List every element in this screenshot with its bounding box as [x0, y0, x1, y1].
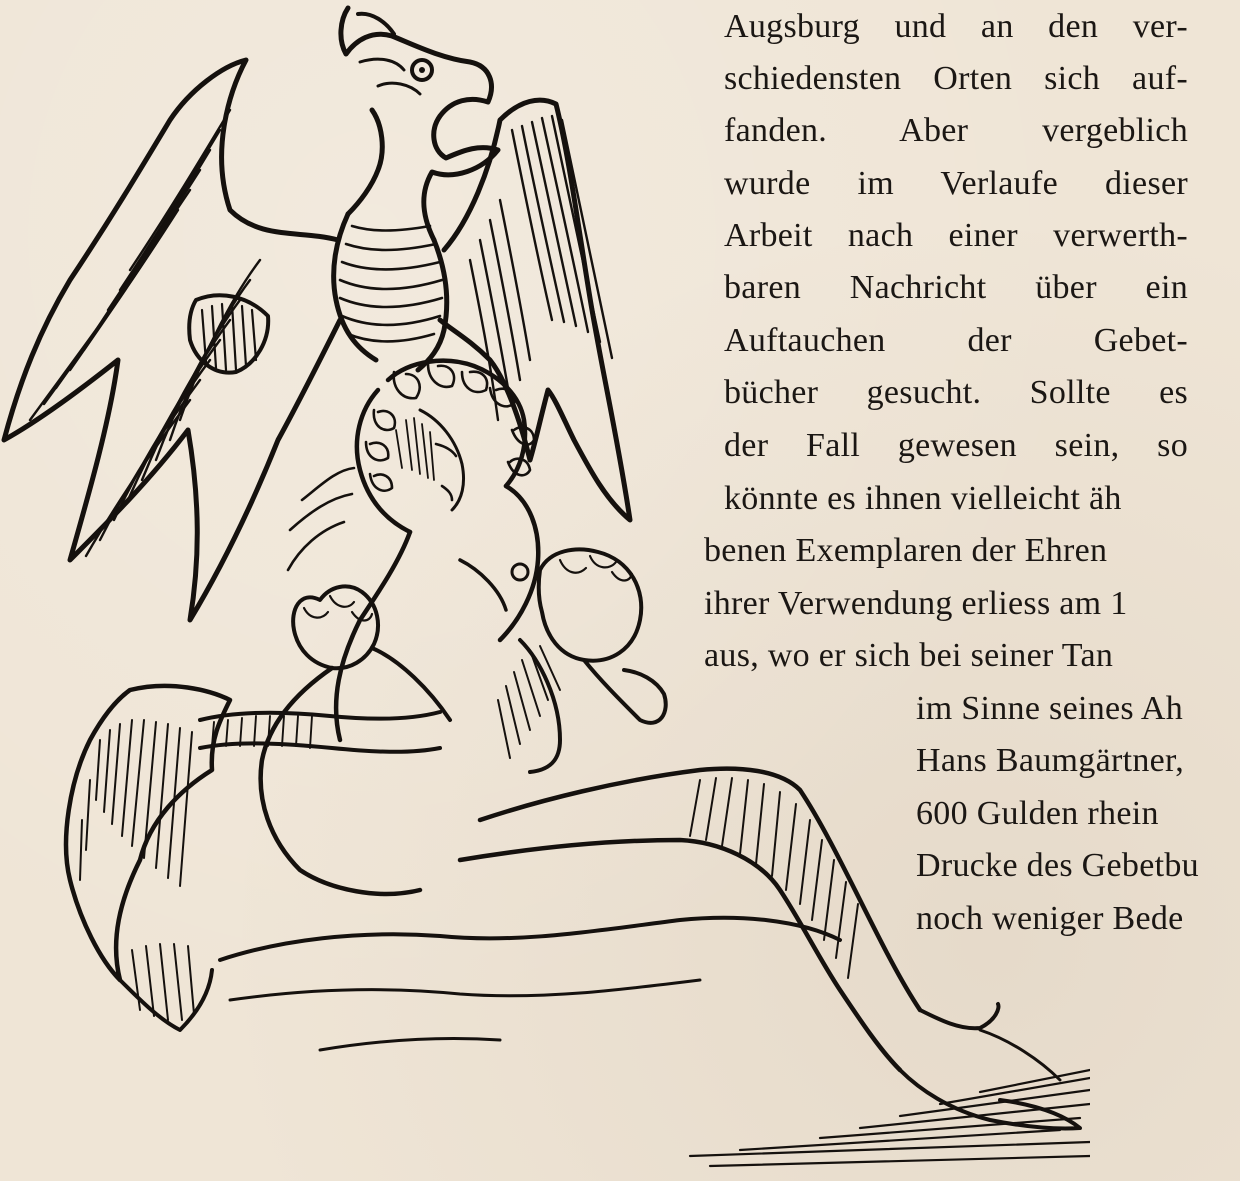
text-line: ihrer Verwendung erliess am 1 — [704, 585, 1128, 622]
text-line: Hans Baumgärtner, — [916, 742, 1185, 779]
text-line: der Fall gewesen sein, so — [724, 427, 1188, 464]
text-line: Arbeit nach einer verwerth- — [724, 217, 1188, 254]
text-line: könnte es ihnen vielleicht äh — [724, 480, 1122, 517]
text-line: Augsburg und an den ver- — [724, 8, 1188, 45]
text-line: 600 Gulden rhein — [916, 795, 1159, 832]
text-line: aus, wo er sich bei seiner Tan — [704, 637, 1114, 674]
text-line: bücher gesucht. Sollte es — [724, 374, 1188, 411]
text-line: im Sinne seines Ah — [916, 690, 1184, 727]
text-line: noch weniger Bede — [916, 900, 1184, 937]
text-line: benen Exemplaren der Ehren — [704, 532, 1108, 569]
text-line: Drucke des Gebetbu — [916, 847, 1199, 884]
text-line: baren Nachricht über ein — [724, 269, 1188, 306]
text-line: fanden. Aber vergeblich — [724, 112, 1188, 149]
text-line: Auftauchen der Gebet- — [724, 322, 1188, 359]
text-line: schiedensten Orten sich auf- — [724, 60, 1188, 97]
text-line: wurde im Verlaufe dieser — [724, 165, 1188, 202]
